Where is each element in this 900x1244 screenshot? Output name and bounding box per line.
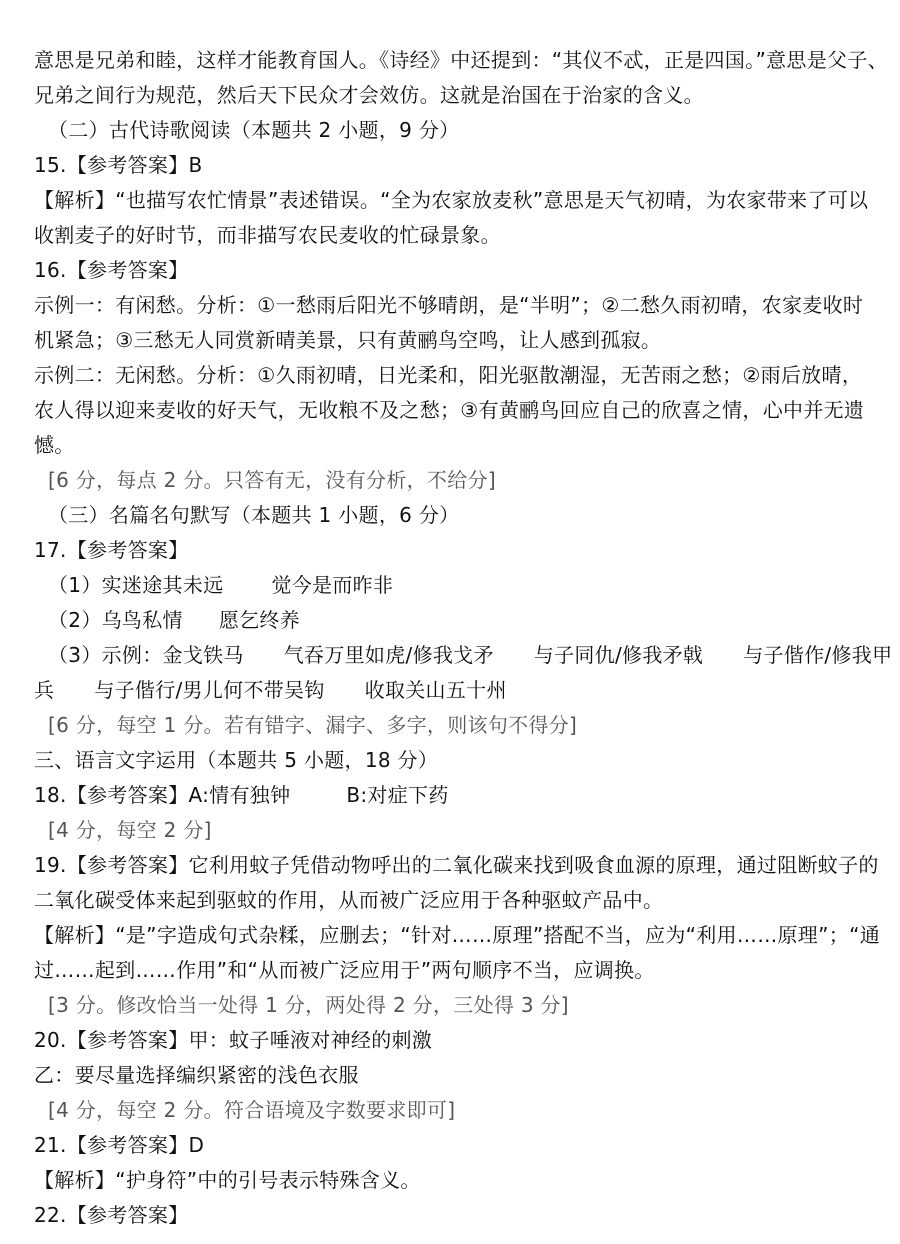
text-line: 【解析】“是”字造成句式杂糅，应删去；“针对……原理”搭配不当，应为“利用……原理”；“通 [34,923,881,947]
answer-line: 17.【参考答案】 [34,538,189,562]
section-heading: 三、语言文字运用（本题共 5 小题，18 分） [34,748,439,772]
answer-line: 15.【参考答案】B [34,153,203,177]
dictation-segment: 与子同仇/修我矛戟 [533,643,704,667]
scoring-note: [6 分，每空 1 分。若有错字、漏字、多字，则该句不得分] [48,713,578,737]
text-line: 收割麦子的好时节，而非描写农民麦收的忙碌景象。 [34,223,501,247]
dictation-segment: （1）实迷途其未远 [48,573,224,597]
text-line: 二氧化碳受体来起到驱蚊的作用，从而被广泛应用于各种驱蚊产品中。 [34,888,664,912]
answer-line: 22.【参考答案】 [34,1203,189,1227]
answer-line: 21.【参考答案】D [34,1133,205,1157]
text-line: 【解析】“也描写农忙情景”表述错误。“全为农家放麦秋”意思是天气初晴，为农家带来了可以 [34,188,869,212]
answer-line: 20.【参考答案】甲：蚊子唾液对神经的刺激 [34,1028,433,1052]
dictation-segment: （2）乌鸟私情 [48,608,183,632]
dictation-segment: 气吞万里如虎/修我戈矛 [283,643,494,667]
dictation-segment: 愿乞终养 [218,608,301,632]
answer-segment: 18.【参考答案】A:情有独钟 [34,783,291,807]
dictation-line [48,571,870,599]
scoring-note: [6 分，每点 2 分。只答有无，没有分析，不给分] [48,468,496,492]
dictation-segment: （3）示例：金戈铁马 [48,643,244,667]
section-heading: （三）名篇名句默写（本题共 1 小题，6 分） [48,503,460,527]
text-line: 意思是兄弟和睦，这样才能教育国人。《诗经》中还提到：“其仪不忒，正是四国。”意思是父子、 [34,48,888,72]
text-line: 机紧急；③三愁无人同赏新晴美景，只有黄鹂鸟空鸣，让人感到孤寂。 [34,328,662,352]
scoring-note: [4 分，每空 2 分] [48,818,212,842]
scoring-note: [3 分。修改恰当一处得 1 分，两处得 2 分，三处得 3 分] [48,993,569,1017]
dictation-segment: 与子偕作/修我甲 [743,643,893,667]
answer-line: 16.【参考答案】 [34,258,189,282]
text-line: 兄弟之间行为规范，然后天下民众才会效仿。这就是治国在于治家的含义。 [34,83,704,107]
dictation-line [48,606,870,634]
dictation-line [48,641,893,669]
text-line: 【解析】“护身符”中的引号表示特殊含义。 [34,1168,421,1192]
dictation-segment: 与子偕行/男儿何不带吴钩 [94,678,325,702]
dictation-line [34,676,870,704]
text-line: 示例二：无闲愁。分析：①久雨初晴，日光柔和，阳光驱散潮湿，无苦雨之愁；②雨后放晴， [34,363,863,387]
text-line: 农人得以迎来麦收的好天气，无收粮不及之愁；③有黄鹂鸟回应自己的欣喜之情，心中并无遗 [34,398,865,422]
dictation-segment: 觉今是而昨非 [271,573,394,597]
scoring-note: [4 分，每空 2 分。符合语境及字数要求即可] [48,1098,456,1122]
text-line: 过……起到……作用”和“从而被广泛应用于”两句顺序不当，应调换。 [34,958,655,982]
text-line: 示例一：有闲愁。分析：①一愁雨后阳光不够晴朗，是“半明”；②二愁久雨初晴，农家麦收时 [34,293,864,317]
answer-segment: B:对症下药 [346,783,449,807]
text-line: 19.【参考答案】它利用蚊子凭借动物呼出的二氧化碳来找到吸食血源的原理，通过阻断蚊子的 [34,853,879,877]
dictation-segment: 兵 [34,678,55,702]
text-line: 乙：要尽量选择编织紧密的浅色衣服 [34,1063,359,1087]
section-heading: （二）古代诗歌阅读（本题共 2 小题，9 分） [48,118,460,142]
text-line: 憾。 [34,433,75,457]
answer-line [34,781,870,809]
dictation-segment: 收取关山五十州 [364,678,507,702]
